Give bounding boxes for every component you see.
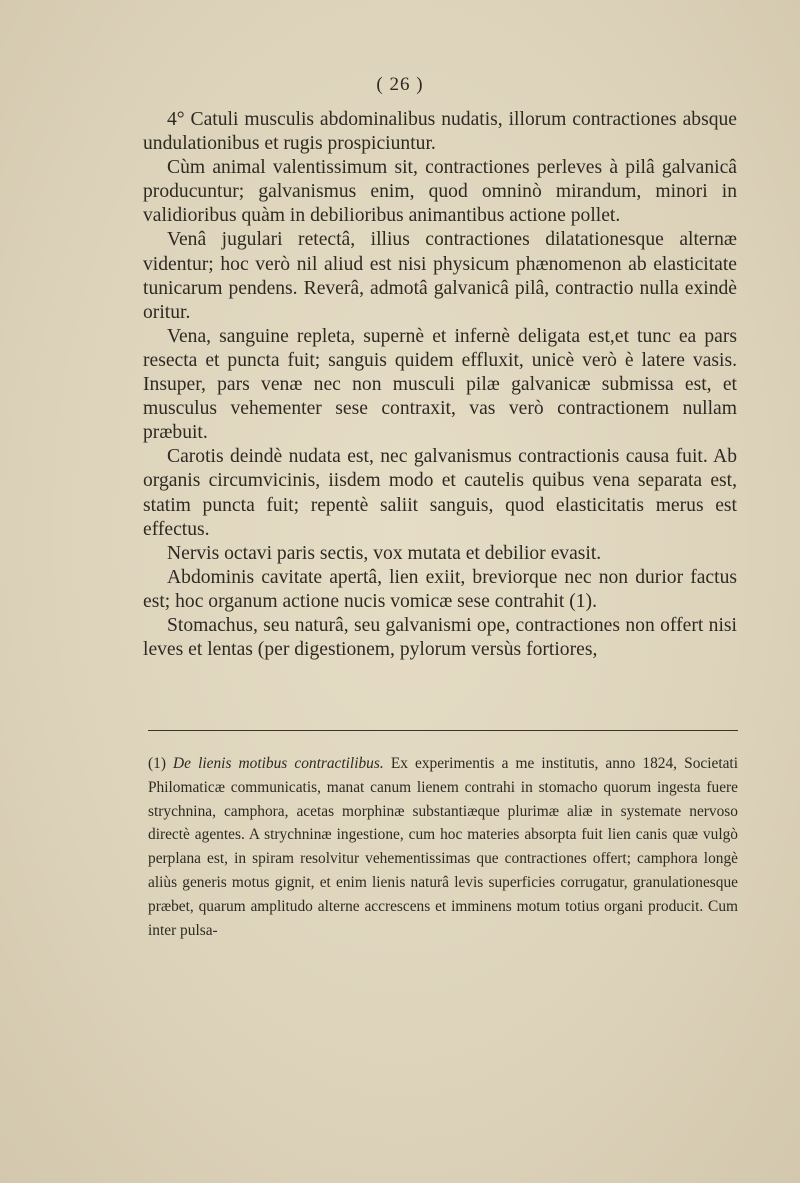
footnote-text: Ex experimentis a me institutis, anno 1824, Societati Philomaticæ communicatis, manat canum lienem contrahi in stomacho quorum ingesta fuere strychnina, camphora, acetas morphinæ substantiæque plurimæ aliæ in systemate nervoso directè agentes. A strychninæ ingestione, cum hoc materies absorpta fuit lien canis quæ vulgò perplana est, in spiram resolvitur vehementissimas que contractiones offert; camphora longè aliùs generis motus gignit, et enim lienis naturâ levis superficies corrugatur, granulationesque præbet, quarum amplitudo alterne accrescens et imminens motum totius organi producit. Cum inter pulsa- (148, 755, 738, 939)
paragraph: Abdominis cavitate apertâ, lien exiit, breviorque nec non durior factus est; hoc organum actione nucis vomicæ sese contrahit (1). (143, 566, 737, 612)
footnote-rule (148, 730, 738, 731)
page-number: ( 26 ) (376, 74, 424, 95)
paragraph: 4° Catuli musculis abdominalibus nudatis, illorum contractiones absque undulationibus et rugis prospiciuntur. (143, 109, 737, 155)
paragraph: Nervis octavi paris sectis, vox mutata et debilior evasit. (167, 542, 602, 564)
footnote-title: De lienis motibus contractilibus. (173, 755, 391, 772)
footnote-mark: (1) (148, 755, 174, 772)
paragraph: Vena, sanguine repleta, supernè et infernè deligata est,et tunc ea pars resecta et puncta fuit; sanguis quidem effluxit, unicè verò è latere vasis. Insuper, pars venæ nec non musculi pilæ galvanicæ submissa est, et musculus vehementer sese contraxit, vas verò contractionem nullam præbuit. (143, 325, 737, 444)
main-text (143, 108, 737, 662)
paragraph: Carotis deindè nudata est, nec galvanismus contractionis causa fuit. Ab organis circumvicinis, iisdem modo et cautelis quibus vena separata est, statim puncta fuit; repentè saliit sanguis, quod elasticitatis merus est effectus. (143, 446, 737, 540)
paragraph: Venâ jugulari retectâ, illius contractiones dilatationesque alternæ videntur; hoc verò nil aliud est nisi physicum phænomenon ab elasticitate tunicarum pendens. Reverâ, admotâ galvanicâ pilâ, contractio nulla exindè oritur. (143, 229, 737, 323)
footnote (148, 752, 738, 942)
paragraph: Stomachus, seu naturâ, seu galvanismi ope, contractiones non offert nisi leves et lentas (per digestionem, pylorum versùs fortiores, (143, 614, 737, 661)
paragraph: Cùm animal valentissimum sit, contractiones perleves à pilâ galvanicâ producuntur; galvanismus enim, quod omninò mirandum, minori in validioribus quàm in debilioribus animantibus actione pollet. (143, 157, 737, 227)
